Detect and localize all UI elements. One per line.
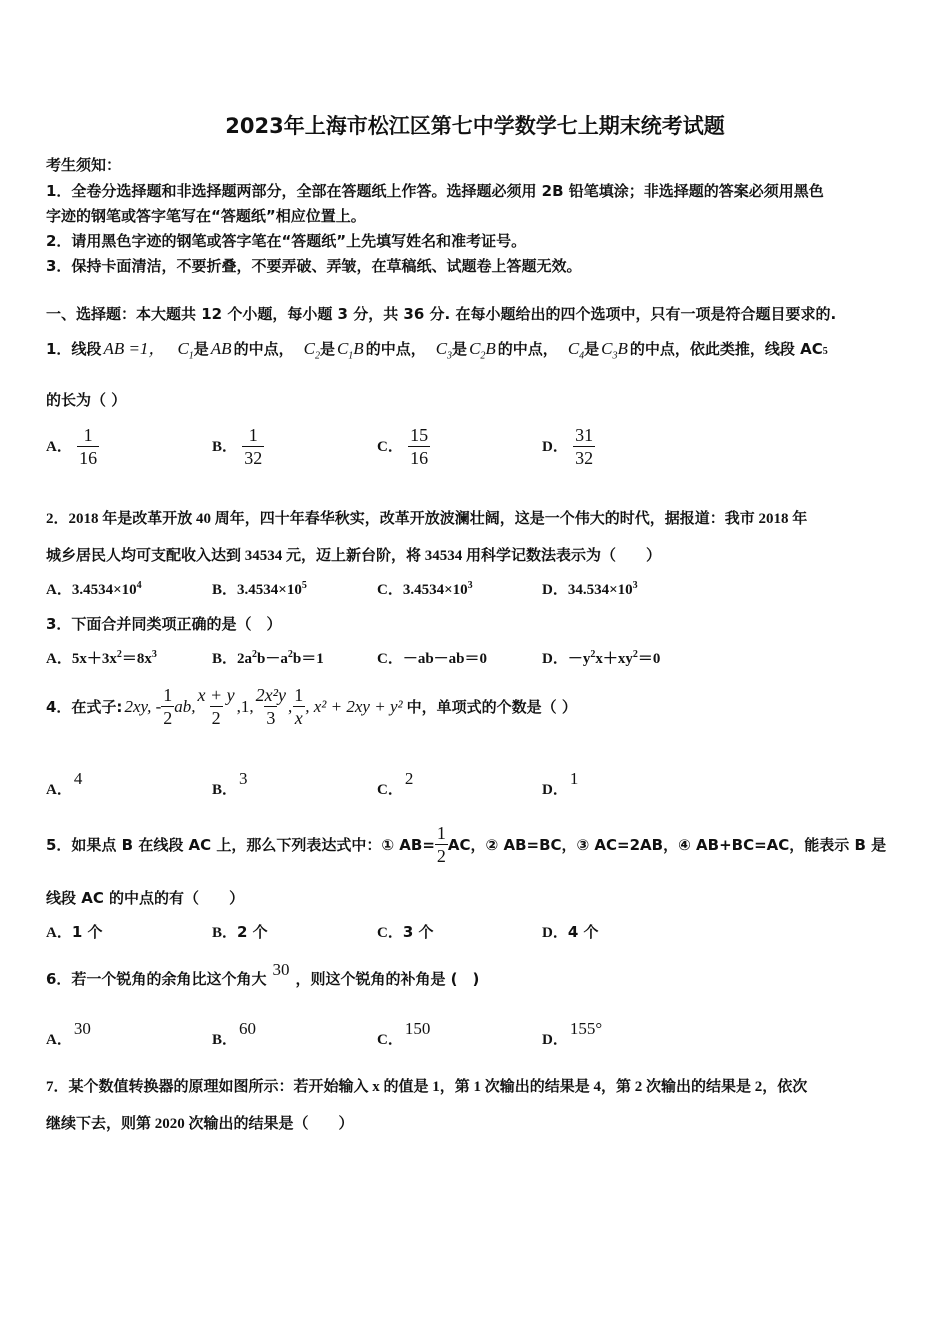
q1-c2b: C — [469, 339, 481, 358]
opt-part: x＋xy — [595, 651, 633, 667]
q4-option-d[interactable] — [542, 768, 579, 798]
option-value: 3.4534×10 — [402, 582, 468, 598]
option-label: C． — [377, 651, 403, 667]
option-value: 34.534×10 — [567, 582, 633, 598]
page-title: 2023年上海市松江区第七中学数学七上期末统考试题 — [225, 114, 725, 138]
q1-c1b-sub: 1 — [348, 350, 354, 362]
option-value: 155° — [569, 1019, 603, 1038]
q1-c1-sub: 1 — [188, 350, 194, 362]
frac-num: 1 — [436, 823, 446, 843]
frac-den: 16 — [79, 448, 98, 468]
option-label: D． — [542, 925, 568, 941]
q4-term-4: , — [288, 696, 293, 716]
frac-den: 3 — [266, 708, 276, 728]
frac-num: 31 — [575, 425, 594, 445]
option-value: 60 — [239, 1019, 257, 1038]
option-value: 2 — [404, 769, 414, 788]
q1-c2b-sub: 2 — [480, 350, 486, 362]
q1-mid-3: 的中点， — [497, 340, 558, 358]
q2-line-1: 2．2018 年是改革开放 40 周年，四十年春华秋实，改革开放波澜壮阔，这是一个伟大的时代，据报道：我市 2018 年 — [46, 511, 808, 527]
q5-option-b[interactable] — [212, 921, 268, 942]
option-label: A． — [46, 1032, 72, 1048]
option-value: 4 个 — [567, 923, 599, 941]
frac-num: 1 — [248, 425, 258, 445]
q1-option-c[interactable] — [377, 424, 430, 469]
q7-line-2: 继续下去，则第 2020 次输出的结果是（ ） — [46, 1116, 354, 1132]
option-exp: 5 — [301, 580, 307, 591]
q1-c3b-sub: 3 — [612, 350, 618, 362]
q5-prefix: 5．如果点 B 在线段 AC 上，那么下列表达式中：① AB= — [46, 836, 435, 854]
q5-suffix: AC，② AB=BC，③ AC=2AB，④ AB+BC=AC，能表示 B 是 — [447, 836, 887, 854]
option-label: A． — [46, 782, 72, 798]
option-label: A． — [46, 439, 72, 455]
q2-option-c[interactable] — [377, 578, 473, 599]
option-label: D． — [542, 1032, 568, 1048]
q1-c3b-b: B — [617, 339, 628, 358]
opt-sup: 3 — [151, 649, 157, 660]
question-4-stem — [46, 684, 577, 729]
option-label: D． — [542, 782, 568, 798]
opt-part: －ab－ab＝0 — [402, 651, 488, 667]
option-value: 2 个 — [237, 923, 268, 941]
q6-option-d[interactable] — [542, 1018, 603, 1048]
option-label: B． — [212, 651, 238, 667]
q1-c4-sub: 4 — [579, 350, 585, 362]
opt-sup: 2 — [287, 649, 293, 660]
frac-den: 16 — [410, 448, 429, 468]
opt-sup: 2 — [252, 649, 258, 660]
opt-sup: 2 — [116, 649, 122, 660]
q1-option-a[interactable] — [46, 424, 99, 469]
notice-line-3: 3．保持卡面清洁，不要折叠，不要弄破、弄皱，在草稿纸、试题卷上答题无效。 — [46, 257, 582, 275]
opt-part: 2a — [237, 651, 253, 667]
q2-line-2: 城乡居民人均可支配收入达到 34534 元，迈上新台阶，将 34534 用科学记数法表示为（ ） — [46, 548, 662, 564]
frac-num: 15 — [410, 425, 429, 445]
q1-ab-eq: AB =1， — [103, 339, 166, 358]
question-5-stem — [46, 822, 886, 867]
q4-term-3: ,1, — [236, 696, 254, 716]
option-label: D． — [542, 651, 568, 667]
notice-heading: 考生须知： — [46, 156, 122, 174]
frac-num: 1 — [294, 685, 304, 705]
opt-sup: 2 — [632, 649, 638, 660]
option-value: 30 — [73, 1019, 91, 1038]
option-value: 150 — [404, 1019, 431, 1038]
option-label: B． — [212, 1032, 238, 1048]
frac-num: 2x²y — [255, 685, 287, 705]
notice-line-2: 2．请用黑色字迹的钢笔或答字笔在“答题纸”上先填写姓名和准考证号。 — [46, 232, 527, 250]
q1-c1b-b: B — [353, 339, 364, 358]
q5-option-c[interactable] — [377, 921, 434, 942]
q1-shi-2: 是 — [319, 340, 335, 358]
option-value: 3.4534×10 — [71, 582, 137, 598]
option-exp: 4 — [136, 580, 142, 591]
q1-c3: C — [435, 339, 448, 358]
q5-option-a[interactable] — [46, 921, 103, 942]
option-label: C． — [377, 782, 403, 798]
q1-line-2: 的长为（ ） — [46, 391, 127, 409]
option-value: 3 个 — [402, 923, 434, 941]
frac-den: 2 — [436, 846, 446, 866]
option-label: C． — [377, 1032, 403, 1048]
q4-prefix: 4．在式子: — [46, 698, 123, 716]
q3-option-c[interactable] — [377, 647, 487, 668]
notice-line-1a: 1．全卷分选择题和非选择题两部分，全部在答题纸上作答。选择题必须用 2B 铅笔填涂；非选择题的答案必须用黑色 — [46, 182, 824, 200]
q1-prefix: 1．线段 — [46, 340, 102, 358]
frac-num: 1 — [163, 685, 173, 705]
frac-num: x + y — [197, 685, 235, 705]
option-label: A． — [46, 651, 72, 667]
q1-mid-2: 的中点， — [365, 340, 426, 358]
opt-part: b＝1 — [292, 651, 324, 667]
option-value: 3 — [239, 769, 248, 788]
question-1-stem: 1．线段 AB =1， $C_1$ 是 AB 的中点， $C_2$ 是 $C_1B$ 的中点， $C_3$ 是 $C_2B$ 的中点， $C_4$ 是 $C_3B$ 的中点，依此类推，线段 AC 5 — [46, 334, 828, 359]
q1-c3-sub: 3 — [447, 350, 453, 362]
section-heading: 一、选择题：本大题共 12 个小题，每小题 3 分，共 36 分. 在每小题给出的四个选项中，只有一项是符合题目要求的. — [46, 305, 837, 323]
q5-line-2: 线段 AC 的中点的有（ ） — [46, 889, 245, 907]
q6-suffix: ，则这个锐角的补角是 ( ) — [295, 970, 480, 988]
q1-ab: AB — [210, 339, 232, 358]
q1-mid-1: 的中点， — [233, 340, 294, 358]
q2-option-d[interactable] — [542, 578, 638, 599]
q2-option-a[interactable] — [46, 578, 142, 599]
q3-line-1: 3．下面合并同类项正确的是（ ） — [46, 615, 282, 633]
option-value: 3.4534×10 — [237, 582, 302, 598]
option-label: C． — [377, 582, 403, 598]
q1-c2: C — [303, 339, 315, 358]
q6-option-a[interactable] — [46, 1018, 91, 1048]
opt-part: －y — [567, 651, 591, 667]
q5-option-d[interactable] — [542, 921, 599, 942]
frac-den: 2 — [211, 708, 221, 728]
q1-c2-sub: 2 — [314, 350, 320, 362]
option-value: 4 — [73, 769, 83, 788]
option-label: B． — [212, 439, 238, 455]
q3-option-a[interactable] — [46, 647, 157, 668]
q1-tail: 的中点，依此类推，线段 AC — [629, 340, 823, 358]
q1-shi-4: 是 — [584, 340, 600, 358]
option-label: C． — [377, 925, 403, 941]
q4-suffix: 中，单项式的个数是（ ） — [406, 698, 577, 716]
option-label: C． — [377, 439, 403, 455]
q6-value: 30 — [272, 960, 290, 979]
q1-option-b[interactable] — [212, 424, 264, 469]
option-value: 1 个 — [71, 923, 103, 941]
option-value: 1 — [569, 769, 579, 788]
option-label: B． — [212, 582, 238, 598]
q4-option-b[interactable] — [212, 768, 248, 798]
opt-part: ＝0 — [637, 651, 661, 667]
opt-sup: 2 — [590, 649, 596, 660]
q7-line-1: 7．某个数值转换器的原理如图所示：若开始输入 x 的值是 1，第 1 次输出的结果是 4，第 2 次输出的结果是 2，依次 — [46, 1079, 808, 1095]
q6-prefix: 6．若一个锐角的余角比这个角大 — [46, 970, 267, 988]
q1-c2b-b: B — [485, 339, 496, 358]
q4-term-5: , x² + 2xy + y² — [305, 696, 403, 716]
frac-den: x — [294, 708, 303, 728]
q6-option-c[interactable] — [377, 1018, 431, 1048]
frac-den: 2 — [163, 708, 173, 728]
opt-part: b－a — [257, 651, 288, 667]
option-label: A． — [46, 582, 72, 598]
q6-option-b[interactable] — [212, 1018, 257, 1048]
q3-option-b[interactable] — [212, 647, 324, 668]
option-exp: 3 — [632, 580, 638, 591]
q1-c3b: C — [601, 339, 613, 358]
option-label: B． — [212, 925, 238, 941]
q1-option-d[interactable] — [542, 424, 595, 469]
q1-c4: C — [567, 339, 580, 358]
opt-part: ＝8x — [121, 651, 152, 667]
opt-part: 5x＋3x — [71, 651, 117, 667]
option-label: D． — [542, 582, 568, 598]
q2-option-b[interactable] — [212, 578, 307, 599]
q1-c1: C — [177, 339, 189, 358]
frac-den: 32 — [244, 448, 263, 468]
option-exp: 3 — [467, 580, 473, 591]
option-label: A． — [46, 925, 72, 941]
q4-option-a[interactable] — [46, 768, 83, 798]
option-label: B． — [212, 782, 238, 798]
q4-term-2: ab, — [174, 696, 196, 716]
q1-shi-1: 是 — [193, 340, 209, 358]
q1-c1b: C — [336, 339, 349, 358]
notice-line-1b: 字迹的钢笔或答字笔写在“答题纸”相应位置上。 — [46, 207, 366, 225]
q4-option-c[interactable] — [377, 768, 414, 798]
q3-option-d[interactable] — [542, 647, 660, 668]
q1-shi-3: 是 — [452, 340, 468, 358]
question-6-stem — [46, 960, 479, 989]
frac-den: 32 — [575, 448, 594, 468]
option-label: D． — [542, 439, 568, 455]
q4-term-1: 2xy, - — [124, 696, 162, 716]
frac-num: 1 — [83, 425, 93, 445]
